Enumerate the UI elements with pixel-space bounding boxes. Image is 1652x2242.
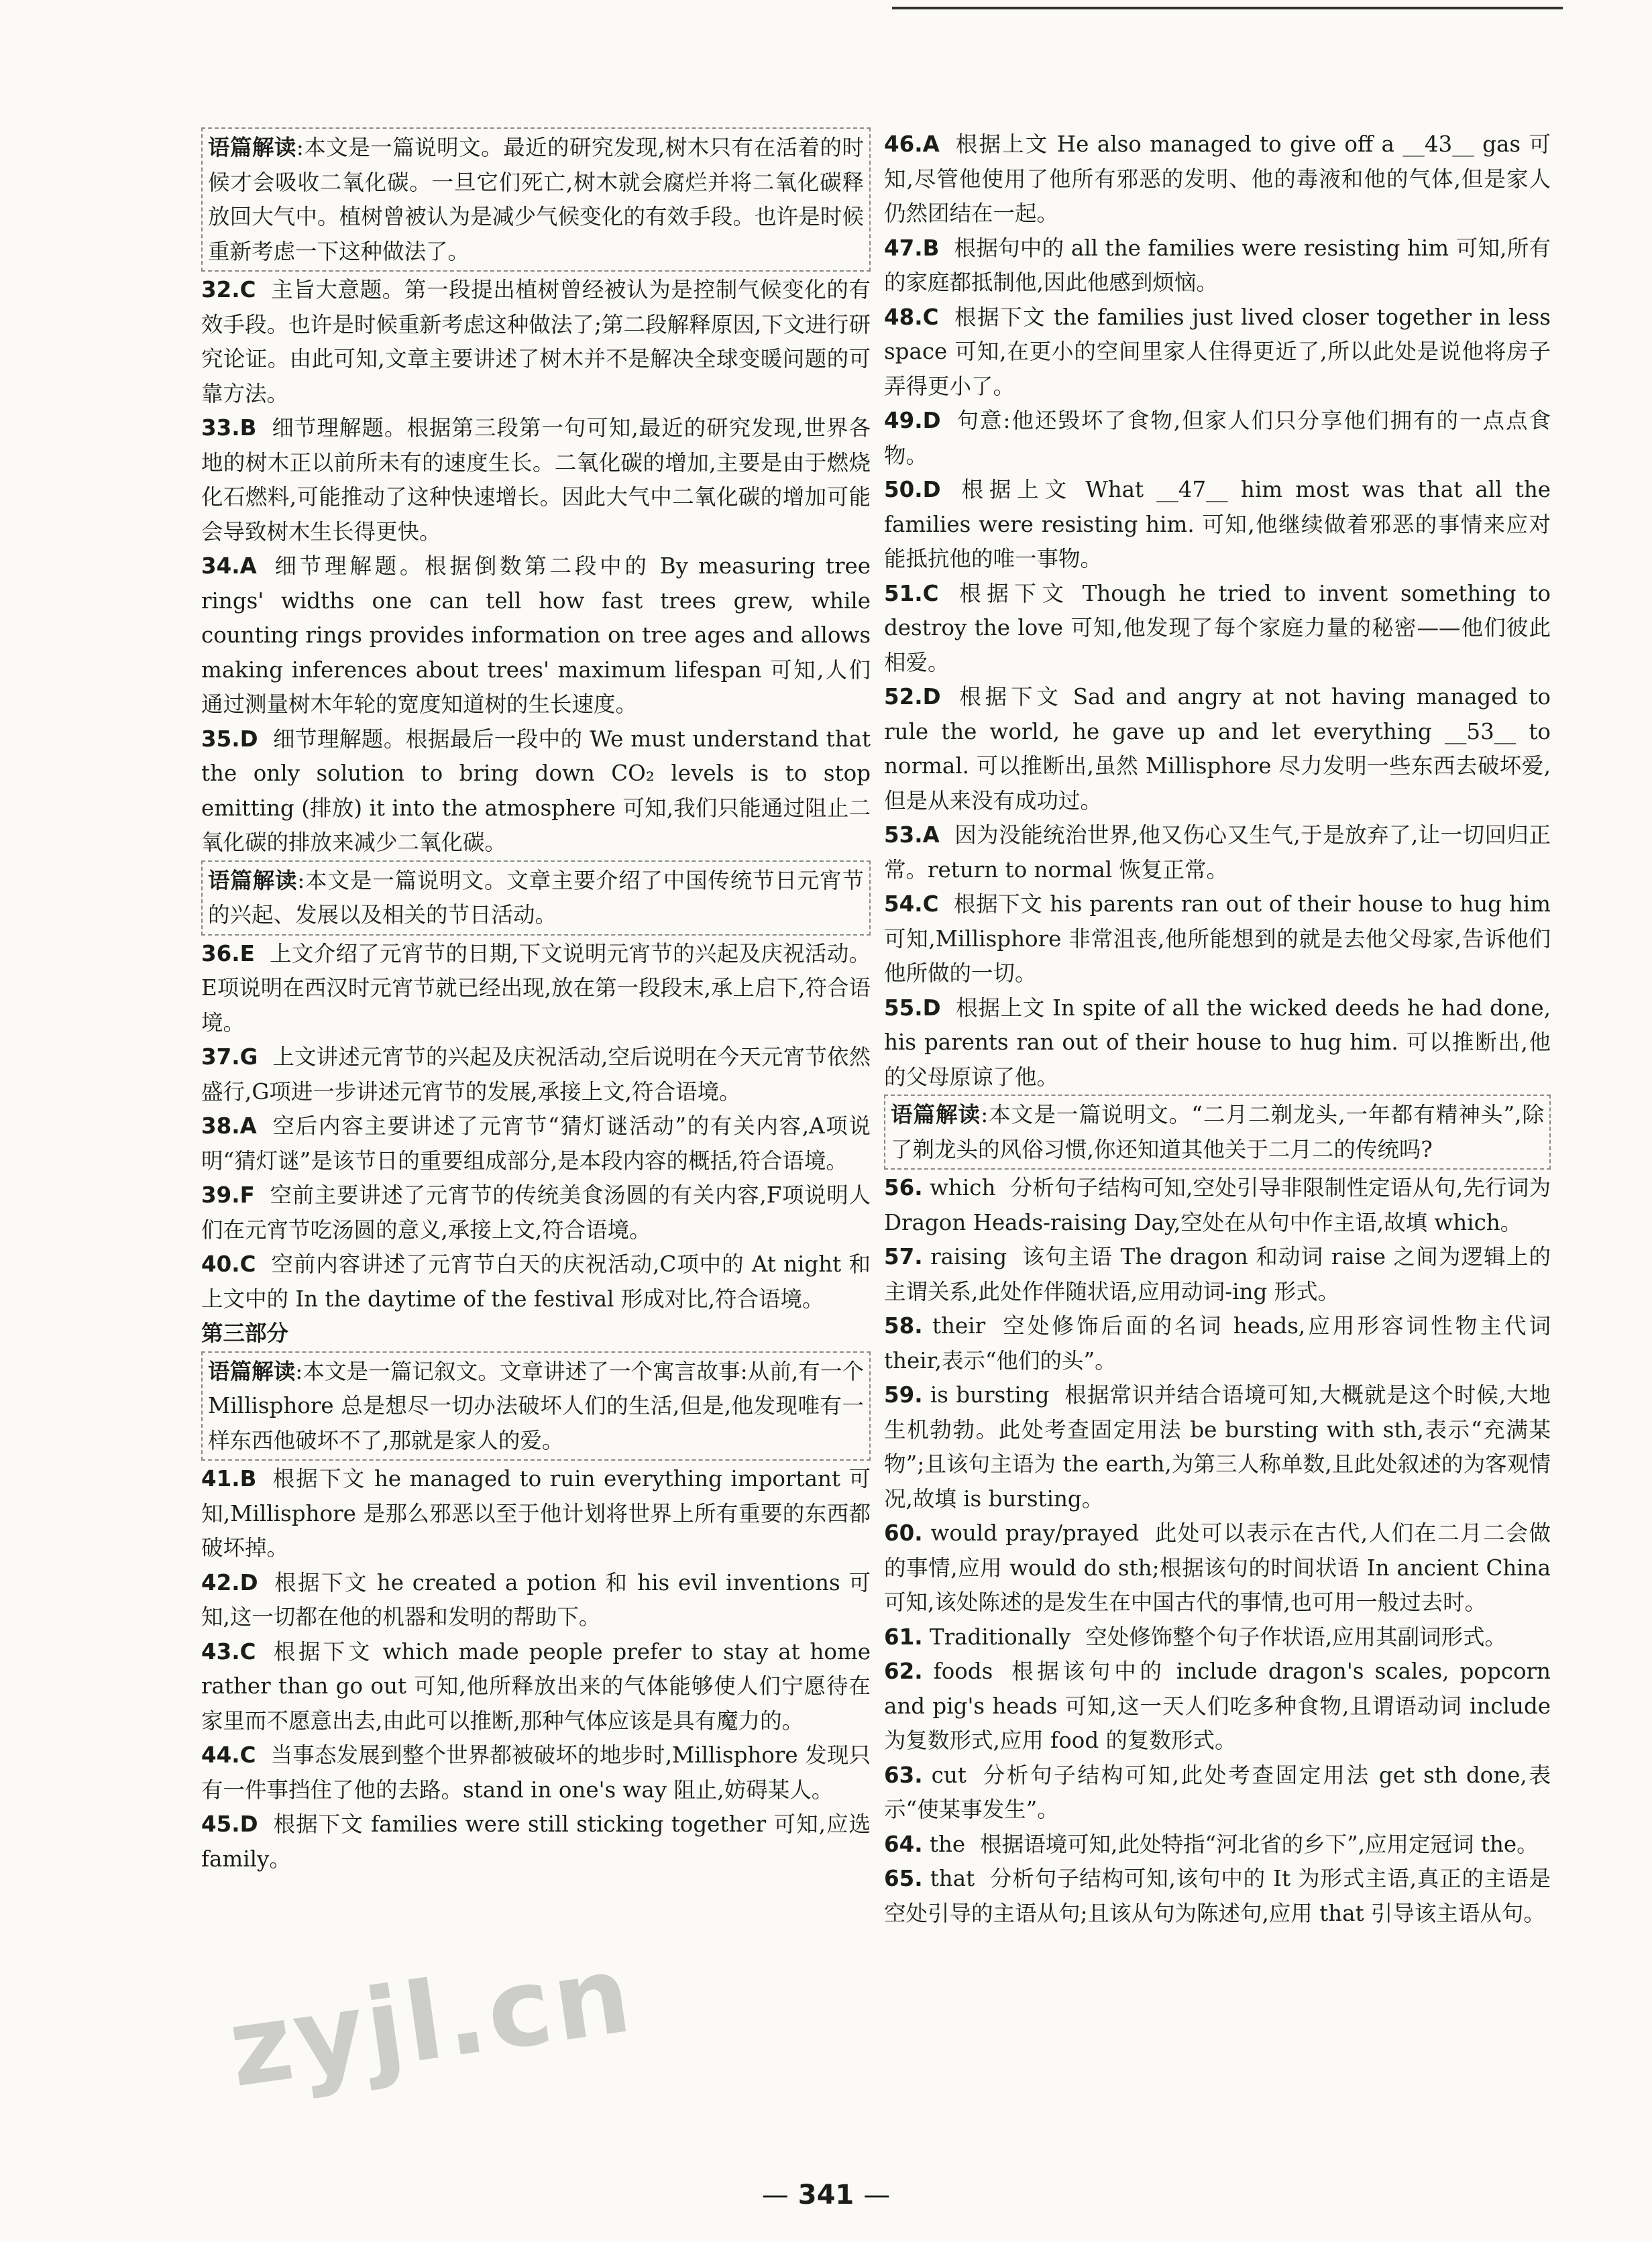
explanation-text: 空后内容主要讲述了元宵节“猜灯谜活动”的有关内容,A项说明“猜灯谜”是该节日的重要组成部分,是本段内容的概括,符合语境。 (201, 1113, 871, 1174)
explanation-text: 根据下文 Though he tried to invent something to destroy the love 可知,他发现了每个家庭力量的秘密——他们彼此相爱。 (884, 580, 1551, 675)
answer-item (201, 937, 871, 1041)
explanation-text: 分析句子结构可知,空处引导非限制性定语从句,先行词为 Dragon Heads-raising Day,空处在从句中作主语,故填 which。 (884, 1175, 1551, 1235)
answer-item (884, 1309, 1551, 1378)
answer-key: that (930, 1866, 975, 1891)
answer-item (884, 1655, 1551, 1758)
question-number: 45. (201, 1811, 240, 1837)
question-number: 44. (201, 1742, 240, 1768)
explanation-text: 句意:他还毁坏了食物,但家人们只分享他们拥有的一点点食物。 (884, 408, 1551, 468)
answer-key: D (922, 684, 941, 710)
question-number: 42. (201, 1569, 240, 1595)
explanation-text: 根据上文 He also managed to give off a __43__ gas 可知,尽管他使用了他所有邪恶的发明、他的毒液和他的气体,但是家人仍然团结在一起。 (884, 131, 1551, 226)
passage-summary-label: 语篇解读 (208, 866, 298, 893)
answer-key: C (922, 580, 939, 606)
answer-item (884, 1171, 1551, 1240)
question-number: 40. (201, 1251, 240, 1277)
explanation-text: 上文介绍了元宵节的日期,下文说明元宵节的兴起及庆祝活动。E项说明在西汉时元宵节就已经出现,放在第一段段末,承上启下,符合语境。 (201, 940, 871, 1035)
passage-summary-box (201, 127, 871, 272)
passage-summary-text: :本文是一篇记叙文。文章讲述了一个寓言故事:从前,有一个 Millisphore 总是想尽一切办法破坏人们的生活,但是,他发现唯有一样东西他破坏不了,那就是家人的爱。 (208, 1358, 864, 1453)
explanation-text: 分析句子结构可知,该句中的 It 为形式主语,真正的主语是空处引导的主语从句;且该从句为陈述句,应用 that 引导该主语从句。 (884, 1866, 1551, 1926)
answer-key: their (932, 1313, 986, 1339)
passage-summary-label: 语篇解读 (891, 1101, 981, 1127)
explanation-text: 根据上文 What __47__ him most was that all the families were resisting him. 可知,他继续做着邪恶的事情来应对能抵抗他的唯一事物。 (884, 477, 1551, 571)
answer-item (201, 1807, 871, 1876)
explanation-text: 细节理解题。根据倒数第二段中的 By measuring tree rings' widths one can tell how fast trees grew, while counting rings provides information on tree ages and allows making inferences about trees' maximum lifespan 可知,人们通过测量树木年轮的宽度知道树的生长速度。 (201, 553, 871, 717)
explanation-text: 细节理解题。根据最后一段中的 We must understand that the only solution to bring down CO₂ levels is to stop emitting (排放) it into the atmosphere 可知,我们只能通过阻止二氧化碳的排放来减少二氧化碳。 (201, 726, 871, 855)
explanation-text: 根据常识并结合语境可知,大概就是这个时候,大地生机勃勃。此处考查固定用法 be bursting with sth,表示“充满某物”;且该句主语为 the earth,为第三人称单数,且此处叙述的为客观情况,故填 is bursting。 (884, 1382, 1551, 1512)
explanation-text: 细节理解题。根据第三段第一句可知,最近的研究发现,世界各地的树木正以前所未有的速度生长。二氧化碳的增加,主要是由于燃烧化石燃料,可能推动了这种快速增长。因此大气中二氧化碳的增加可能会导致树木生长得更快。 (201, 415, 871, 545)
answer-item (884, 577, 1551, 681)
explanation-text: 因为没能统治世界,他又伤心又生气,于是放弃了,让一切回归正常。return to normal 恢复正常。 (884, 822, 1551, 883)
explanation-text: 空前主要讲述了元宵节的传统美食汤圆的有关内容,F项说明人们在元宵节吃汤圆的意义,承接上文,符合语境。 (201, 1182, 871, 1243)
question-number: 64. (884, 1831, 923, 1857)
passage-summary-text: :本文是一篇说明文。文章主要介绍了中国传统节日元宵节的兴起、发展以及相关的节日活动。 (208, 867, 864, 928)
question-number: 43. (201, 1638, 240, 1665)
question-number: 51. (884, 580, 923, 606)
answer-key: C (239, 1251, 256, 1277)
explanation-text: 此处可以表示在古代,人们在二月二会做的事情,应用 would do sth;根据该句的时间状语 In ancient China 可知,该处陈述的是发生在中国古代的事情,也可用一般过去时。 (884, 1520, 1551, 1615)
explanation-text: 该句主语 The dragon 和动词 raise 之间为逻辑上的主谓关系,此处作伴随状语,应用动词-ing 形式。 (884, 1244, 1551, 1304)
question-number: 49. (884, 408, 923, 433)
answer-item (884, 1862, 1551, 1931)
question-number: 60. (884, 1520, 923, 1546)
answer-item (884, 818, 1551, 887)
question-number: 50. (884, 477, 923, 502)
explanation-text: 根据下文 he created a potion 和 his evil inventions 可知,这一切都在他的机器和发明的帮助下。 (201, 1569, 871, 1630)
question-number: 63. (884, 1762, 923, 1788)
answer-key: D (922, 477, 941, 502)
answer-item (884, 300, 1551, 404)
answer-key: C (239, 277, 256, 302)
answer-key: F (239, 1182, 255, 1208)
passage-summary-label: 语篇解读 (208, 134, 296, 160)
question-number: 56. (884, 1175, 923, 1200)
answer-item (201, 1247, 871, 1316)
explanation-text: 根据语境可知,此处特指“河北省的乡下”,应用定冠词 the。 (980, 1831, 1539, 1857)
answer-item (201, 1178, 871, 1247)
answer-key: the (929, 1831, 966, 1857)
explanation-text: 根据下文 the families just lived closer together in less space 可知,在更小的空间里家人住得更近了,所以此处是说他将房子弄得更小了。 (884, 304, 1551, 399)
top-rule (892, 7, 1563, 9)
page-number: — 341 — (761, 2180, 891, 2210)
passage-summary-label: 语篇解读 (208, 1357, 296, 1384)
answer-key: C (239, 1638, 256, 1665)
question-number: 36. (201, 940, 240, 966)
answer-key: G (239, 1044, 258, 1070)
explanation-text: 根据上文 In spite of all the wicked deeds he had done, his parents ran out of their house to hug him. 可以推断出,他的父母原谅了他。 (884, 995, 1551, 1090)
answer-key: B (239, 1466, 257, 1492)
answer-item (201, 411, 871, 549)
explanation-text: 主旨大意题。第一段提出植树曾经被认为是控制气候变化的有效手段。也许是时候重新考虑这种做法了;第二段解释原因,下文进行研究论证。由此可知,文章主要讲述了树木并不是解决全球变暖问题的可靠方法。 (201, 277, 871, 406)
answer-key: C (239, 1742, 256, 1768)
explanation-text: 空处修饰整个句子作状语,应用其副词形式。 (1085, 1624, 1507, 1650)
right-column (884, 127, 1551, 1931)
explanation-text: 根据该句中的 include dragon's scales, popcorn and pig's heads 可知,这一天人们吃多种食物,且谓语动词 include 为复数形式,应用 food 的复数形式。 (884, 1659, 1551, 1753)
answer-item (884, 1240, 1551, 1309)
question-number: 58. (884, 1313, 923, 1339)
answer-key: E (239, 940, 255, 966)
passage-summary-text: :本文是一篇说明文。“二月二剃龙头,一年都有精神头”,除了剃龙头的风俗习惯,你还知道其他关于二月二的传统吗? (891, 1102, 1544, 1162)
question-number: 59. (884, 1382, 923, 1408)
question-number: 39. (201, 1182, 240, 1208)
question-number: 48. (884, 304, 923, 330)
passage-summary-box (884, 1095, 1551, 1170)
answer-item (884, 231, 1551, 300)
answer-key: A (239, 553, 257, 579)
question-number: 33. (201, 415, 240, 441)
answer-item (201, 273, 871, 411)
answer-item (201, 1040, 871, 1109)
question-number: 55. (884, 995, 923, 1021)
answer-item (884, 404, 1551, 473)
answer-item (201, 1462, 871, 1566)
answer-key: D (239, 726, 258, 752)
question-number: 54. (884, 891, 923, 917)
answer-item (884, 680, 1551, 818)
explanation-text: 根据下文 which made people prefer to stay at home rather than go out 可知,他所释放出来的气体能够使人们宁愿待在家里而不愿意出去,由此可以推断,那种气体应该是具有魔力的。 (201, 1638, 871, 1734)
explanation-text: 根据下文 Sad and angry at not having managed to rule the world, he gave up and let everything __53__ to normal. 可以推断出,虽然 Millisphore 尽力发明一些东西去破坏爱,但是从来没有成功过。 (884, 684, 1551, 814)
answer-item (201, 1635, 871, 1739)
answer-key: cut (931, 1762, 967, 1788)
passage-summary-box (201, 1351, 871, 1461)
answer-key: A (239, 1113, 257, 1139)
question-number: 61. (884, 1624, 923, 1650)
answer-item (884, 1758, 1551, 1828)
answer-item (884, 127, 1551, 231)
answer-key: raising (930, 1244, 1007, 1270)
answer-item (201, 549, 871, 722)
explanation-text: 空前内容讲述了元宵节白天的庆祝活动,C项中的 At night 和上文中的 In the daytime of the festival 形成对比,符合语境。 (201, 1251, 871, 1312)
question-number: 47. (884, 235, 923, 261)
question-number: 41. (201, 1466, 240, 1492)
watermark: zyjl.cn (221, 1930, 641, 2112)
explanation-text: 根据下文 he managed to ruin everything important 可知,Millisphore 是那么邪恶以至于他计划将世界上所有重要的东西都破坏掉。 (201, 1466, 871, 1561)
explanation-text: 分析句子结构可知,此处考查固定用法 get sth done,表示“使某事发生”。 (884, 1762, 1551, 1822)
answer-item (884, 1828, 1551, 1862)
explanation-text: 根据下文 families were still sticking together 可知,应选 family。 (201, 1811, 871, 1872)
answer-key: D (239, 1811, 258, 1837)
question-number: 62. (884, 1659, 923, 1684)
question-number: 65. (884, 1866, 923, 1891)
answer-key: which (930, 1175, 996, 1200)
answer-key: is bursting (930, 1382, 1050, 1408)
answer-item (884, 473, 1551, 577)
passage-summary-box (201, 860, 871, 936)
explanation-text: 根据句中的 all the families were resisting him 可知,所有的家庭都抵制他,因此他感到烦恼。 (884, 235, 1551, 295)
question-number: 34. (201, 553, 240, 579)
explanation-text: 根据下文 his parents ran out of their house to hug him 可知,Millisphore 非常沮丧,他所能想到的就是去他父母家,告诉他们他所做的一切。 (884, 891, 1551, 986)
answer-key: A (922, 131, 940, 157)
passage-summary-text: :本文是一篇说明文。最近的研究发现,树木只有在活着的时候才会吸收二氧化碳。一旦它们死亡,树木就会腐烂并将二氧化碳释放回大气中。植树曾被认为是减少气候变化的有效手段。也许是时候重新考虑一下这种做法了。 (208, 135, 864, 264)
answer-key: foods (933, 1659, 993, 1684)
explanation-text: 空处修饰后面的名词 heads,应用形容词性物主代词 their,表示“他们的头”。 (884, 1313, 1551, 1374)
answer-key: A (922, 822, 940, 848)
question-number: 53. (884, 822, 923, 848)
question-number: 46. (884, 131, 923, 157)
answer-item (201, 1738, 871, 1807)
question-number: 35. (201, 726, 240, 752)
answer-item (884, 1378, 1551, 1516)
left-column (201, 127, 871, 1876)
question-number: 52. (884, 684, 923, 710)
answer-key: C (922, 891, 939, 917)
question-number: 32. (201, 277, 240, 302)
answer-item (201, 722, 871, 860)
answer-key: C (922, 304, 939, 330)
explanation-text: 当事态发展到整个世界都被破坏的地步时,Millisphore 发现只有一件事挡住了他的去路。stand in one's way 阻止,妨碍某人。 (201, 1742, 871, 1803)
answer-key: D (239, 1569, 258, 1595)
answer-item (884, 991, 1551, 1095)
answer-item (884, 887, 1551, 991)
answer-item (884, 1516, 1551, 1620)
question-number: 57. (884, 1244, 923, 1270)
answer-item (201, 1566, 871, 1635)
answer-key: D (922, 995, 941, 1021)
question-number: 37. (201, 1044, 240, 1070)
answer-key: B (239, 415, 257, 441)
answer-key: would pray/prayed (930, 1520, 1140, 1546)
question-number: 38. (201, 1113, 240, 1139)
answer-item (201, 1109, 871, 1178)
answer-key: Traditionally (929, 1624, 1071, 1650)
answer-key: D (922, 408, 941, 433)
answer-item (884, 1620, 1551, 1655)
page-number-value: 341 (797, 2180, 855, 2210)
section-heading: 第三部分 (201, 1321, 289, 1346)
answer-key: B (922, 235, 940, 261)
explanation-text: 上文讲述元宵节的兴起及庆祝活动,空后说明在今天元宵节依然盛行,G项进一步讲述元宵节的发展,承接上文,符合语境。 (201, 1044, 871, 1105)
